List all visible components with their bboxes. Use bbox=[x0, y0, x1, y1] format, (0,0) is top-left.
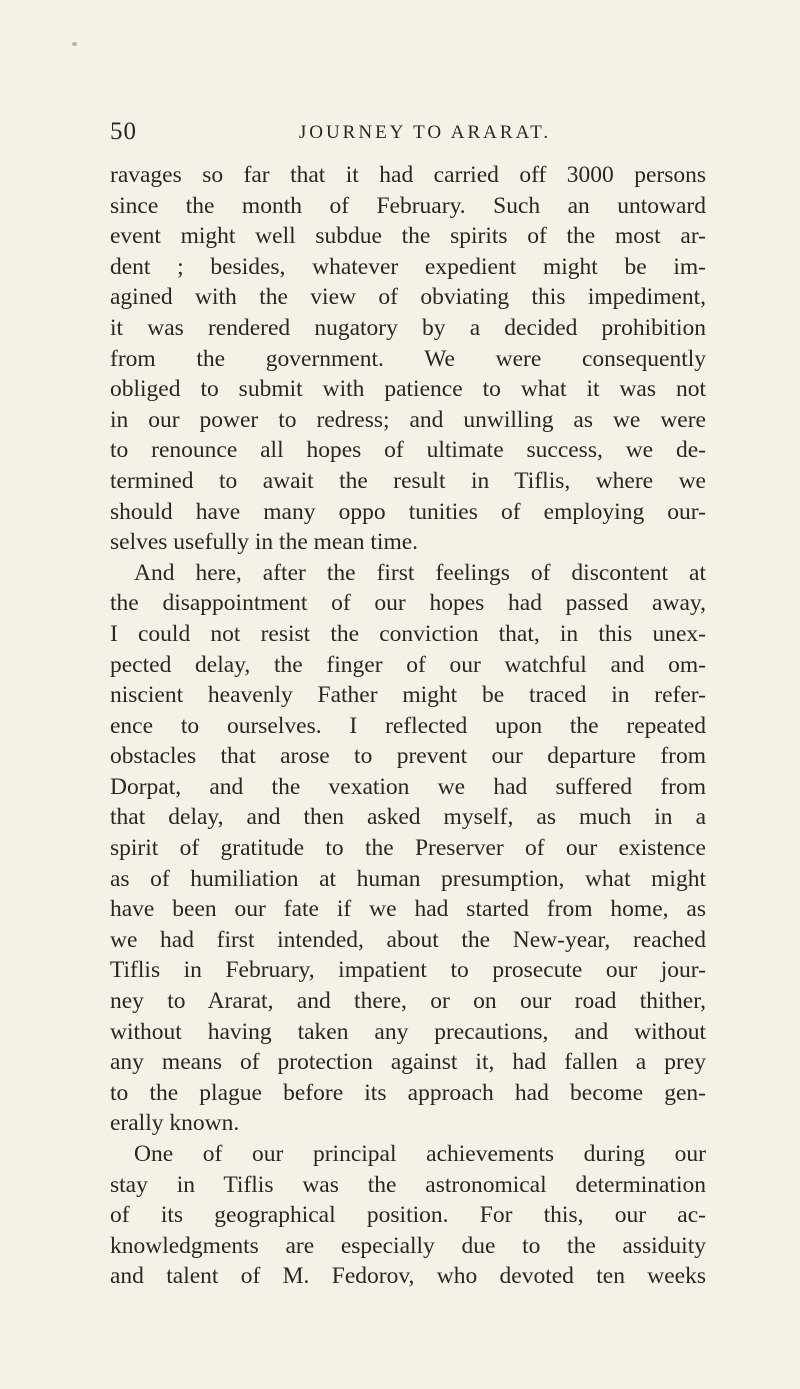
text-line: knowledgments are especially due to the assiduity bbox=[110, 1232, 706, 1259]
paragraph-end-line: selves usefully in the mean time. bbox=[110, 529, 419, 556]
text-line: since the month of February. Such an untoward bbox=[110, 192, 706, 219]
text-line: Dorpat, and the vexation we had suffered from bbox=[110, 773, 706, 800]
text-line: as of humiliation at human presumption, what might bbox=[110, 865, 706, 892]
body-text bbox=[110, 160, 706, 1292]
text-line: obstacles that arose to prevent our departure from bbox=[110, 743, 706, 770]
text-line: obliged to submit with patience to what it was not bbox=[110, 376, 706, 403]
text-line: niscient heavenly Father might be traced in refer- bbox=[110, 682, 706, 709]
text-line: to renounce all hopes of ultimate success, we de- bbox=[110, 437, 706, 464]
text-line: event might well subdue the spirits of the most ar- bbox=[110, 223, 706, 250]
page-number: 50 bbox=[110, 118, 137, 145]
paragraph-start-line: One of our principal achievements during our bbox=[134, 1141, 706, 1167]
text-line: Tiflis in February, impatient to prosecute our jour- bbox=[110, 957, 706, 984]
text-line: spirit of gratitude to the Preserver of our existence bbox=[110, 835, 706, 862]
text-line: have been our fate if we had started from home, as bbox=[110, 896, 706, 923]
running-head bbox=[110, 118, 700, 148]
text-line: dent ; besides, whatever expedient might be im- bbox=[110, 253, 706, 280]
running-title: JOURNEY TO ARARAT. bbox=[298, 122, 552, 143]
text-line: stay in Tiflis was the astronomical determination bbox=[110, 1171, 706, 1198]
paragraph-start-line: And here, after the first feelings of discontent at bbox=[134, 559, 706, 586]
text-line: that delay, and then asked myself, as much in a bbox=[110, 804, 706, 831]
text-line: we had first intended, about the New-year, reached bbox=[110, 926, 706, 953]
text-line: and talent of M. Fedorov, who devoted ten weeks bbox=[110, 1263, 706, 1290]
text-line: of its geographical position. For this, our ac- bbox=[110, 1202, 706, 1229]
text-line: pected delay, the finger of our watchful and om- bbox=[110, 651, 706, 678]
text-line: agined with the view of obviating this impediment, bbox=[110, 284, 706, 311]
text-line: from the government. We were consequently bbox=[110, 345, 706, 372]
paragraph-end-line: erally known. bbox=[110, 1110, 240, 1137]
text-line: I could not resist the conviction that, in this unex- bbox=[110, 620, 706, 647]
text-line: to the plague before its approach had become gen- bbox=[110, 1079, 706, 1106]
text-line: in our power to redress; and unwilling as we were bbox=[110, 406, 706, 433]
text-line: ence to ourselves. I reflected upon the repeated bbox=[110, 712, 706, 739]
text-line: it was rendered nugatory by a decided prohibition bbox=[110, 314, 706, 341]
paper-speck bbox=[72, 42, 77, 46]
text-line: without having taken any precautions, and without bbox=[110, 1018, 706, 1045]
text-line: ney to Ararat, and there, or on our road thither, bbox=[110, 988, 706, 1015]
text-line: should have many oppo tunities of employing our- bbox=[110, 498, 706, 525]
text-line: any means of protection against it, had fallen a prey bbox=[110, 1049, 706, 1076]
text-line: termined to await the result in Tiflis, where we bbox=[110, 467, 706, 494]
text-line: the disappointment of our hopes had passed away, bbox=[110, 590, 706, 617]
text-line: ravages so far that it had carried off 3000 persons bbox=[110, 162, 706, 188]
